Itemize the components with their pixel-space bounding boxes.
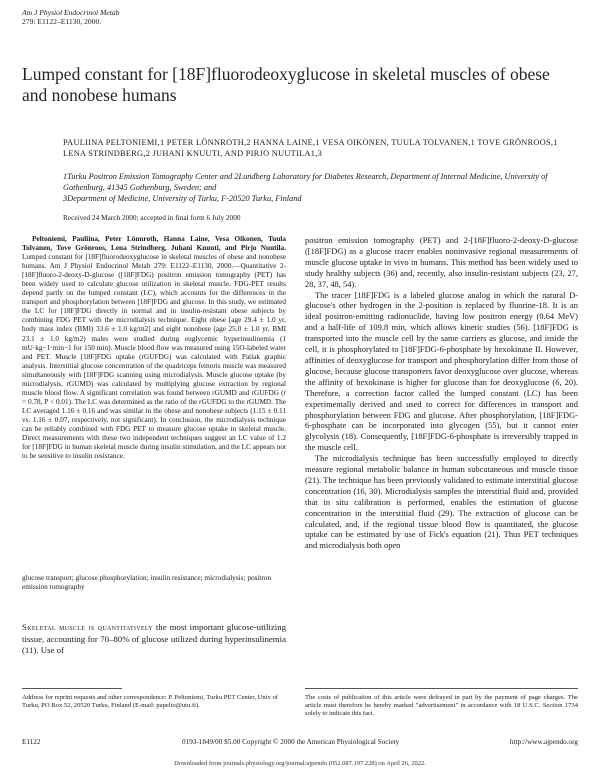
correspondence-footnote: Address for reprint requests and other correspondence: P. Peltoniemi, Turku PET Center, Univ of Turku, PO Box 52, 20520 Turku, Finland (E-mail: papelto@utu.fi). (22, 694, 278, 709)
abstract (22, 235, 286, 461)
download-watermark: Downloaded from journals.physiology.org/journal/ajpendo (052.087.197.228) on April 26, 2022. (174, 760, 426, 767)
page-charges-footnote: The costs of publication of this article were defrayed in part by the payment of page charges. The article must therefore be hereby marked "advertisement" in accordance with 18 U.S.C. Section 1734 solely to indicate this fact. (305, 694, 578, 717)
affiliation-1: 1Turku Positron Emission Tomography Center and 2Lundberg Laboratory for Diabetes Research, Department of Internal Medicine, University of Gothenburg, 41345 Gothenburg, Sweden; and (63, 172, 548, 192)
keywords: glucose transport; glucose phosphorylation; insulin resistance; microdialysis; positron emission tomography (22, 574, 272, 592)
intro-text: the most important glucose-utilizing tissue, accounting for 70–80% of glucose utilized during hyperinsulinemia (11). Use of (22, 622, 286, 656)
right-column (305, 235, 578, 551)
copyright-notice: 0193-1849/00 $5.00 Copyright © 2000 the American Physiological Society (182, 738, 400, 746)
right-paragraph-2: The tracer [18F]FDG is a labeled glucose analog in which the natural D-glucose's other hydrogen in the 2-position is replaced by fluorine-18. It is an ideal positron-emitting radionuclide, having low positron energy (0.64 MeV) and a half-life of 109.8 min, which allows kinetic studies (56). [18F]FDG is transported into the muscle cell by the same carriers as glucose, and inside the cell, it is phosphorylated to [18F]FDG-6-phosphate by hexokinase II. However, affinities of deoxyglucose for transport and phosphorylation differ from those of glucose, because glucose transporters favor deoxyglucose over glucose, whereas the affinity of hexokinase is higher for glucose than for deoxyglucose (6, 20). Therefore, a correction factor called the lumped constant (LC) has been experimentally derived and used to correct for differences in transport and phosphorylation between FDG and glucose. After phosphorylation, [18F]FDG-6-phosphate can be incorporated into glycogen (55), but it cannot enter glycolysis (18). Consequently, [18F]FDG-6-phosphate is irreversibly trapped in the muscle cell. (305, 289, 578, 453)
journal-name: Am J Physiol Endocrinol Metab (22, 8, 120, 17)
page-number: E1122 (22, 738, 41, 746)
received-dates: Received 24 March 2000; accepted in final form 6 July 2000 (63, 213, 241, 222)
right-paragraph-3: The microdialysis technique has been successfully employed to directly measure regional metabolic balance in human subcutaneous and muscle tissue (21). The technique has been previously validated to estimate interstitial glucose concentration (16, 30). Microdialysis samples the interstitial fluid and, provided that in situ calibration is performed, enables the estimation of glucose concentration in the interstitial fluid (29). The extraction of glucose can be calculated, and, if the regional tissue blood flow is quantitated, the glucose uptake can be estimated by use of Fick's equation (21). Thus PET techniques and microdialysis both open (305, 453, 578, 551)
right-paragraph-1: positron emission tomography (PET) and 2-[18F]fluoro-2-deoxy-D-glucose ([18F]FDG) as a glucose tracer enables noninvasive regional measurements of muscle glucose uptake in vivo in humans. This method has been widely used to study healthy subjects (36) and, recently, also insulin-resistant subjects (23, 27, 28, 37, 48, 54). (305, 235, 578, 289)
abstract-text: Lumped constant for [18F]fluorodeoxyglucose in skeletal muscles of obese and nonobese humans. Am J Physiol Endocrinol Metab 279: E1122–E1130, 2000.—Quantitative 2-[18F]fluoro-2-deoxy-D-glucose ([18F]FDG) positron emission tomography (PET) has been widely used to calculate glucose utilization in skeletal muscle. FDG-PET results depend partly on the lumped constant (LC), which accounts for the differences in the transport and phosphorylation between [18F]FDG and glucose. In this study, we estimated the LC for [18F]FDG directly in normal and in insulin-resistant obese subjects by combining FDG PET with the microdialysis technique. Eight obese [age 29.4 ± 1.0 yr, body mass index (BMI) 33.6 ± 1.0 kg/m2] and eight nonobese (age 25.0 ± 1.0 yr, BMI 23.1 ± 1.0 kg/m2) males were studied during euglycemic hyperinsulinemia (1 mU·kg−1·min−1 for 150 min). Muscle blood flow was measured using 15O-labeled water and PET. Muscle [18F]FDG uptake (rGUFDG) was calculated with Patlak graphic analysis. Interstitial glucose concentration of the quadriceps femoris muscle was measured simultaneously with [18F]FDG scanning using microdialysis. Muscle glucose uptake (by microdialysis, rGUMD) was calculated by multiplying glucose extraction by regional muscle blood flow. A significant correlation was found between rGUMD and rGUFDG (r = 0.78, P < 0.01). The LC was determined as the ratio of the rGUFDG to the rGUMD. The LC averaged 1.16 ± 0.16 and was similar in the obese and nonobese subjects (1.15 ± 0.11 vs. 1.16 ± 0.07, respectively, not significant). In conclusion, the microdialysis technique can be reliably combined with FDG PET to measure glucose uptake in skeletal muscle. Direct measurements with these two independent techniques suggest an LC value of 1.2 for [18F]FDG in human skeletal muscle during insulin stimulation, and the LC appears not to be sensitive to insulin resistance. (22, 253, 286, 461)
footnote-divider-left (22, 688, 122, 689)
author-list: PAULIINA PELTONIEMI,1 PETER LÖNNROTH,2 HANNA LAINE,1 VESA OIKONEN, TUULA TOLVANEN,1 TOVE GRÖNROOS,1 LENA STRINDBERG,2 JUHANI KNUUTI, AND PIRJO NUUTILA1,3 (63, 138, 558, 158)
affiliations (63, 171, 563, 204)
affiliation-2: 3Department of Medicine, University of Turku, F-20520 Turku, Finland (63, 194, 302, 203)
intro-lead: Skeletal muscle is quantitatively (22, 622, 153, 632)
footnote-divider-right (305, 688, 578, 689)
journal-citation: 279: E1122–E1130, 2000. (22, 17, 102, 26)
introduction (22, 622, 286, 657)
abstract-authors: Peltoniemi, Pauliina, Peter Lönnroth, Hanna Laine, Vesa Oikonen, Tuula Tolvanen, Tove Grönroos, Lena Strindberg, Juhani Knuuti, and Pirjo Nuutila. (22, 235, 286, 253)
journal-url[interactable]: http://www.ajpendo.org (509, 738, 578, 746)
article-title: Lumped constant for [18F]fluorodeoxyglucose in skeletal muscles of obese and nonobese humans (22, 64, 550, 105)
